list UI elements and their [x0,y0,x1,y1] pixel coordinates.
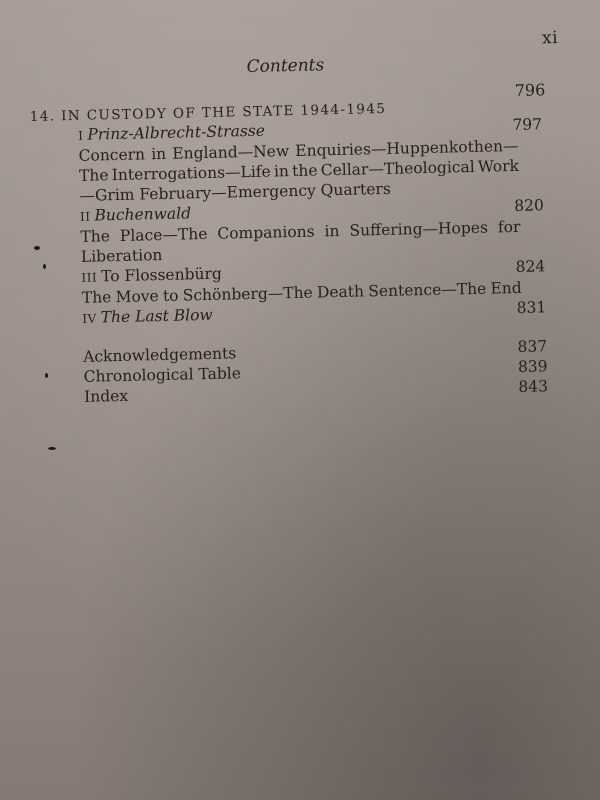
chapter-page-number: 796 [514,80,546,100]
section-title: Prinz-Albrecht-Strasse [87,121,266,144]
description-word: Cellar—Theological [320,157,475,180]
description-word: in [151,144,167,164]
description-word: the [291,161,318,181]
end-matter-page-number: 839 [517,357,548,376]
contents-heading: Contents [246,55,325,78]
description-word: Schönberg—The [182,283,313,305]
description-word: Suffering—Hopes [349,218,489,240]
description-word: End [490,278,522,298]
section-numeral: IV [82,311,97,326]
ink-speck [48,447,56,450]
description-word: Interrogations—Life [111,162,271,185]
description-word: Move [115,287,159,307]
description-word: —Grim February—Emergency Quarters [79,179,392,205]
description-word: in [273,162,290,181]
section-page-number: 820 [514,196,545,216]
description-word: The [81,288,112,307]
end-matter-title: Index [83,386,129,406]
description-word: Companions [217,222,315,243]
description-word: The [78,166,109,185]
contents-text-block [28,27,568,406]
end-matter-title: Acknowledgements [82,344,237,366]
chapter-title: 14. IN CUSTODY OF THE STATE 1944-1945 [29,100,387,125]
section-title: Buchenwald [94,204,192,225]
description-word: Sentence—The [368,279,487,301]
description-word: for [497,217,521,237]
section-title: To Flossenbürg [100,264,223,286]
section-title: The Last Blow [100,305,213,327]
page-number: xi [541,27,559,49]
section-page-number: 797 [512,115,543,135]
contents-entries [78,114,548,406]
description-word: Work [477,156,520,176]
end-matter-page-number: 837 [517,337,548,356]
ink-speck [45,373,48,378]
section-numeral: III [81,270,98,285]
end-matter-title: Chronological Table [83,364,242,386]
section-page-number: 824 [515,257,546,276]
ink-speck [43,264,46,269]
description-word: England—New [172,142,290,163]
description-word: in [324,221,340,241]
description-word: to [162,286,179,306]
description-word: Enquiries—Huppenkothen— [295,136,519,160]
description-word: Concern [78,145,146,165]
ink-speck [34,246,40,250]
section-numeral: I [78,128,84,143]
section-page-number: 831 [516,298,547,317]
description-word: Place—The [119,224,208,245]
description-word: Death [316,282,365,302]
section-numeral: II [79,209,91,224]
end-matter-page-number: 843 [518,377,549,396]
description-word: Liberation [80,246,163,266]
description-word: The [80,227,111,246]
